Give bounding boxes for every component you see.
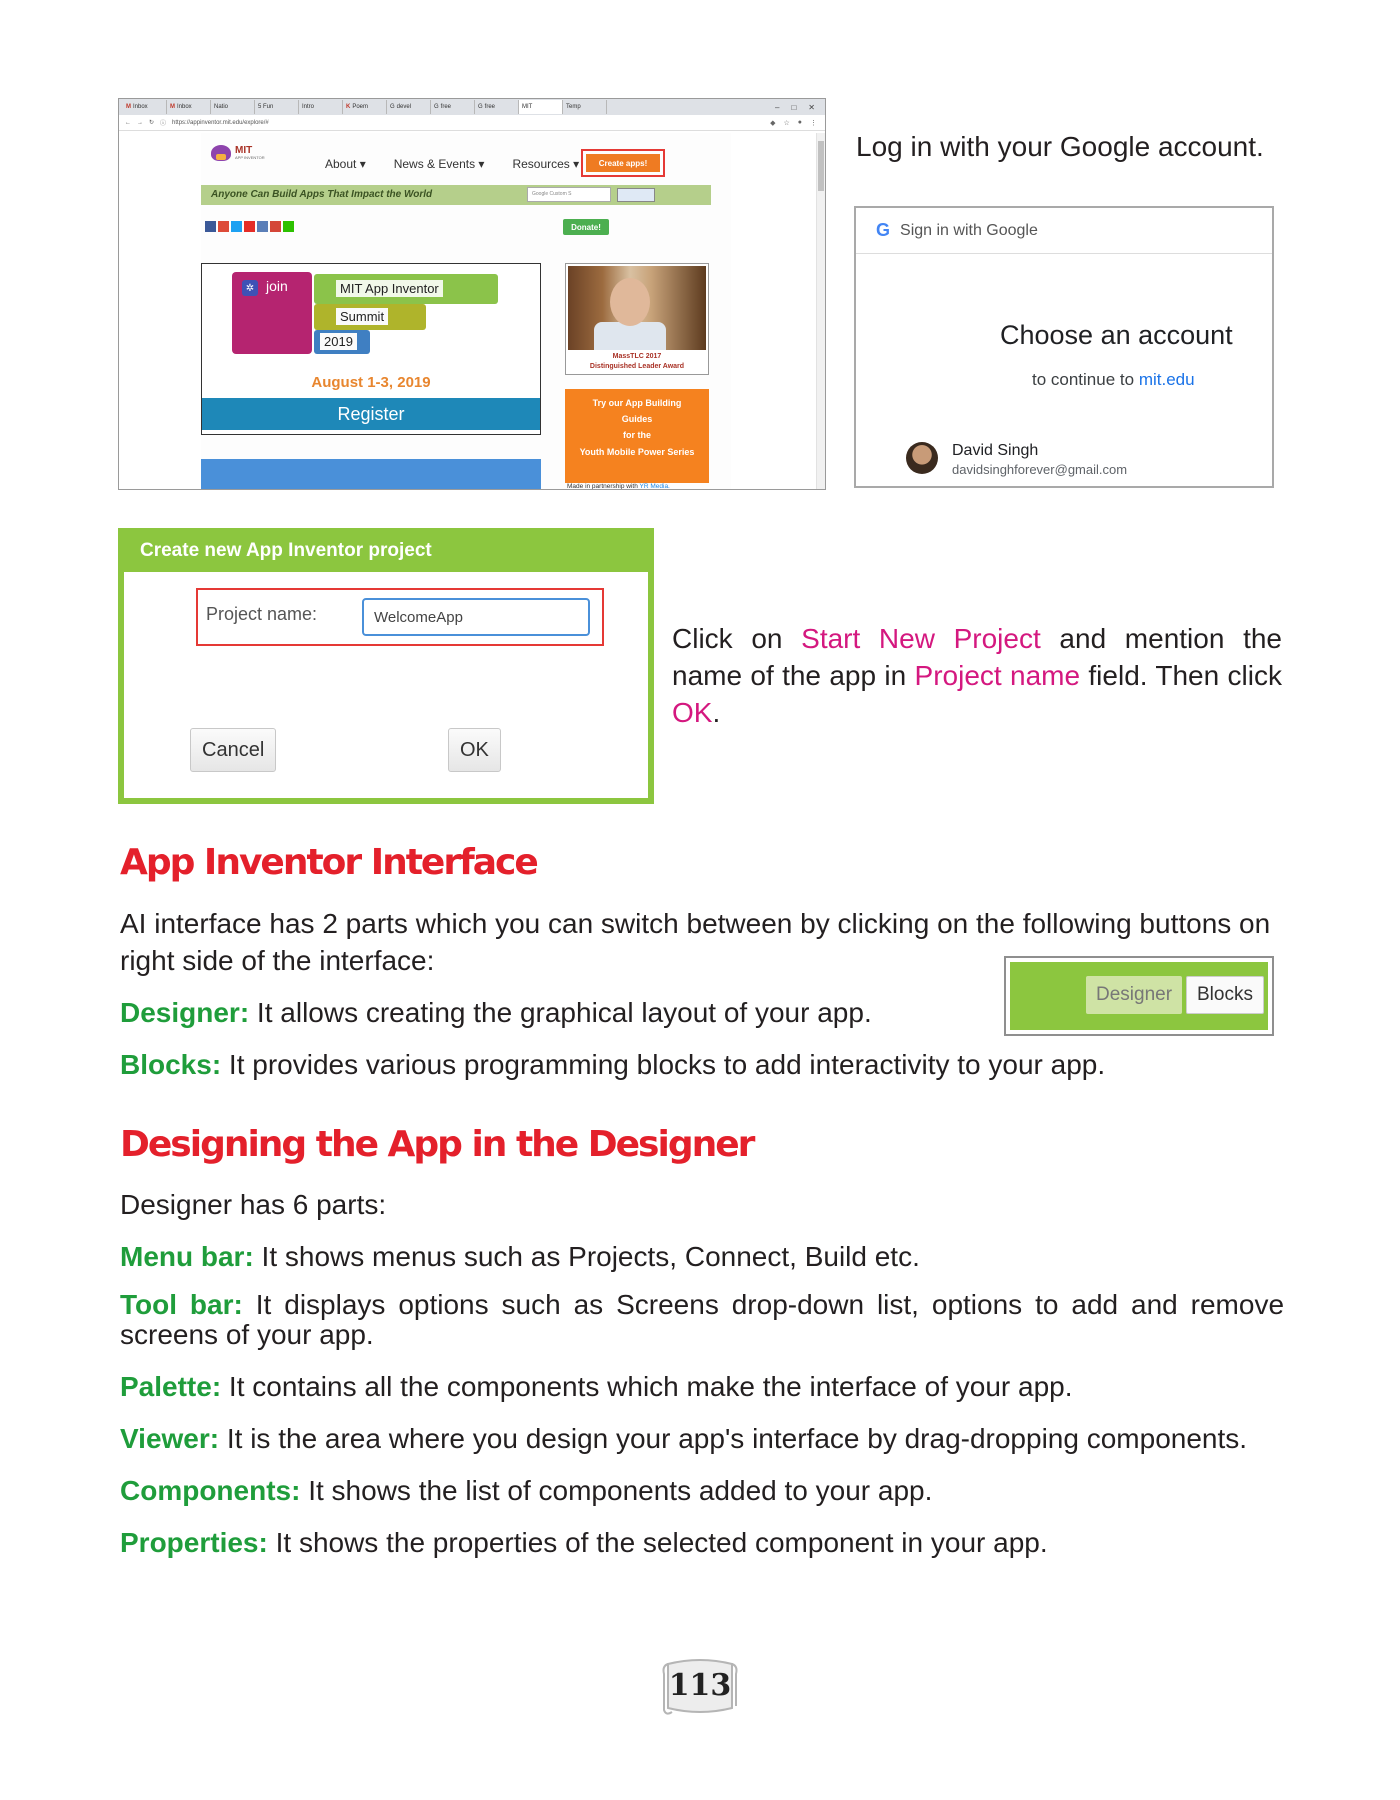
site-search-input[interactable]: Google Custom S — [527, 187, 611, 202]
browser-tab[interactable]: 5 Fun — [255, 100, 299, 114]
dialog-title: Create new App Inventor project — [124, 534, 648, 572]
extension-icon[interactable]: ◆ — [770, 119, 776, 127]
ok-button[interactable]: OK — [448, 728, 501, 772]
google-icon: G — [478, 104, 483, 110]
k-icon: K — [346, 104, 351, 110]
project-name-label: Project name: — [206, 604, 318, 624]
site-search-button[interactable] — [617, 188, 655, 202]
tagline: Anyone Can Build Apps That Impact the World — [211, 189, 433, 200]
google-g-icon: G — [876, 220, 891, 240]
partnership-note: Made in partnership with YR Media. — [567, 483, 670, 490]
browser-tab[interactable]: M Inbox — [167, 100, 211, 114]
cancel-button[interactable]: Cancel — [190, 728, 276, 772]
award-video[interactable] — [565, 263, 709, 375]
summit-banner[interactable] — [201, 263, 541, 435]
reload-icon[interactable]: ↻ — [149, 120, 155, 126]
menu-icon[interactable]: ⋮ — [810, 119, 817, 127]
browser-tab[interactable]: G devel — [387, 100, 431, 114]
gmail-icon: M — [126, 104, 131, 110]
browser-screenshot — [118, 98, 826, 490]
create-apps-highlight — [581, 149, 665, 177]
designer-part: Palette: It contains all the components which make the interface of your app. — [120, 1371, 1073, 1402]
video-thumbnail — [568, 266, 706, 350]
browser-tab[interactable]: G free — [475, 100, 519, 114]
designer-part: Viewer: It is the area where you design your app's interface by drag-dropping components. — [120, 1423, 1248, 1454]
summit-date: August 1-3, 2019 — [311, 374, 431, 391]
youtube-icon[interactable] — [244, 221, 255, 232]
join-label: join — [266, 278, 288, 294]
page-number: 113 — [668, 1668, 732, 1703]
section-heading-designer: Designing the App in the Designer — [120, 1124, 754, 1165]
designer-part: Components: It shows the list of components added to your app. — [120, 1475, 933, 1506]
email-icon[interactable] — [257, 221, 268, 232]
back-icon[interactable]: ← — [125, 119, 131, 126]
designer-part: Tool bar: It displays options such as Screens drop-down list, options to add and remove screens of your app. — [120, 1289, 1285, 1350]
designer-intro: Designer has 6 parts: — [120, 1189, 387, 1220]
yr-media-link[interactable]: YR Media. — [639, 483, 670, 490]
new-project-dialog — [118, 528, 654, 804]
nav-resources[interactable]: Resources ▾ — [512, 157, 580, 171]
browser-tab[interactable]: G free — [431, 100, 475, 114]
project-name-highlight — [196, 588, 604, 646]
site-nav — [325, 157, 579, 171]
blocks-button[interactable]: Blocks — [1186, 976, 1264, 1014]
scrollbar[interactable] — [816, 133, 825, 489]
login-caption: Log in with your Google account. — [856, 131, 1264, 162]
appinventor-site — [201, 133, 731, 490]
facebook-icon[interactable] — [205, 221, 216, 232]
twitter-icon[interactable] — [231, 221, 242, 232]
guides-promo[interactable]: Try our App Building Guides for the Youth Mobile Power Series — [565, 389, 709, 483]
google-icon: G — [390, 104, 395, 110]
blue-banner — [201, 459, 541, 490]
browser-tab[interactable]: M Inbox — [123, 100, 167, 114]
account-name[interactable]: David Singh — [952, 442, 1039, 459]
minimize-icon[interactable]: – — [775, 102, 780, 112]
donate-button[interactable]: Donate! — [563, 219, 609, 235]
designer-button[interactable]: Designer — [1086, 976, 1182, 1014]
designer-part: Menu bar: It shows menus such as Projects, Connect, Build etc. — [120, 1241, 920, 1272]
designer-definition: Designer: It allows creating the graphical layout of your app. — [120, 997, 872, 1028]
text-block: MIT App Inventor — [314, 274, 498, 304]
project-name-input[interactable]: WelcomeApp — [362, 598, 590, 636]
browser-tab[interactable]: Natio — [211, 100, 255, 114]
wechat-icon[interactable] — [283, 221, 294, 232]
blocks-definition: Blocks: It provides various programming blocks to add interactivity to your app. — [120, 1049, 1106, 1080]
avatar[interactable] — [906, 442, 938, 474]
gear-icon: ✲ — [242, 280, 258, 296]
browser-tabstrip — [119, 99, 825, 115]
google-icon: G — [434, 104, 439, 110]
google-signin-panel — [854, 206, 1274, 488]
browser-tab[interactable]: K Poem — [343, 100, 387, 114]
weibo-icon[interactable] — [270, 221, 281, 232]
url-field[interactable]: https://appinventor.mit.edu/explore/# — [172, 119, 269, 126]
bee-logo-icon — [211, 145, 231, 161]
window-controls — [775, 103, 825, 112]
toolbar-icons — [770, 119, 825, 127]
info-icon: ⓘ — [160, 121, 167, 127]
nav-news-events[interactable]: News & Events ▾ — [393, 157, 485, 171]
google-plus-icon[interactable] — [218, 221, 229, 232]
tagline-bar — [201, 185, 711, 205]
interface-intro: AI interface has 2 parts which you can switch between by clicking on the following buttons on right side of the interface: — [120, 908, 1271, 976]
number-block: 2019 — [314, 330, 370, 354]
nav-about[interactable]: About ▾ — [325, 157, 366, 171]
continue-to-text: to continue to mit.edu — [1032, 370, 1195, 389]
register-button[interactable]: Register — [202, 398, 540, 430]
gmail-icon: M — [170, 104, 175, 110]
page-number-badge — [660, 1654, 740, 1718]
instructions-paragraph: Click on Start New Project and mention the name of the app in Project name field. Then click OK. — [672, 623, 1283, 728]
section-heading-interface: App Inventor Interface — [120, 842, 537, 883]
close-icon[interactable]: ✕ — [808, 102, 815, 112]
browser-tab[interactable]: Intro — [299, 100, 343, 114]
browser-tab[interactable]: Temp — [563, 100, 607, 114]
text-block: Summit — [314, 304, 426, 330]
account-email[interactable]: davidsinghforever@gmail.com — [952, 462, 1128, 477]
mit-logo[interactable]: MIT APP INVENTOR — [211, 145, 265, 161]
designer-part: Properties: It shows the properties of the selected component in your app. — [120, 1527, 1048, 1558]
google-header: G Sign in with Google — [856, 208, 1272, 254]
social-icons — [205, 221, 294, 232]
designer-blocks-switcher — [1004, 956, 1274, 1036]
star-icon[interactable]: ☆ — [783, 119, 790, 127]
forward-icon[interactable]: → — [137, 119, 143, 126]
address-bar — [119, 115, 825, 131]
video-caption: MassTLC 2017 Distinguished Leader Award — [589, 353, 685, 370]
browser-tab-active[interactable]: MIT — [519, 100, 563, 114]
profile-icon[interactable]: ● — [797, 118, 802, 126]
maximize-icon[interactable]: □ — [791, 102, 797, 112]
choose-account-title: Choose an account — [1000, 320, 1233, 350]
create-apps-button[interactable]: Create apps! — [586, 154, 660, 172]
